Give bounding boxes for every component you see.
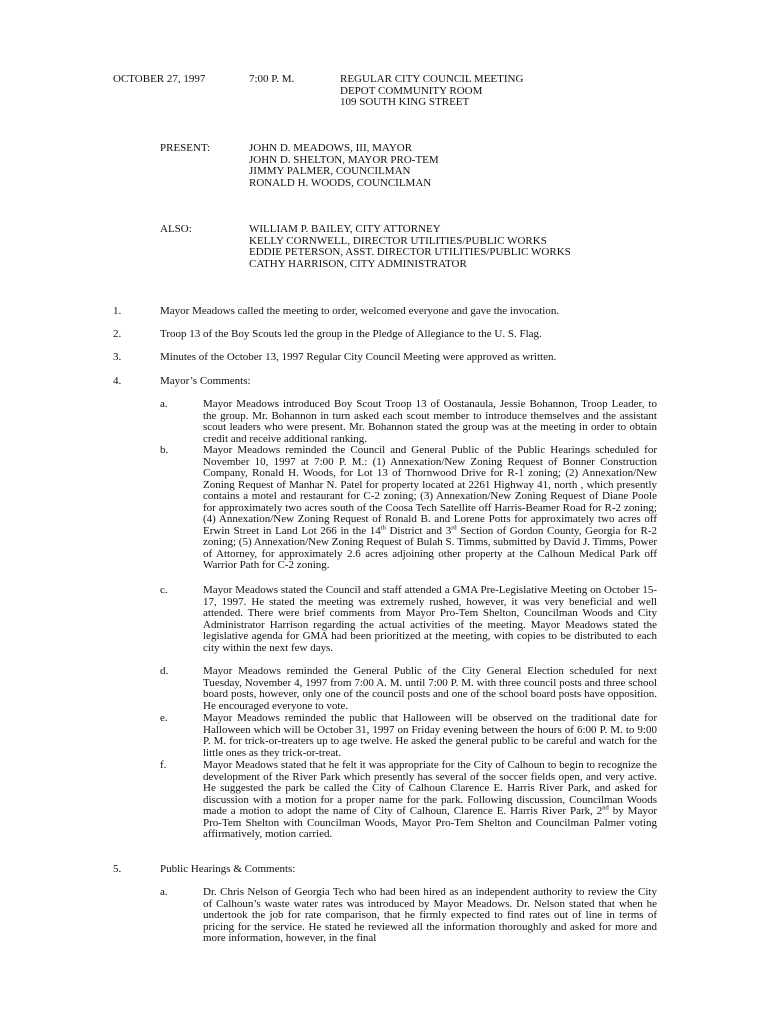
subitem-text: Mayor Meadows reminded the Council and General Public of the Public Hearings scheduled for November 10, 1997 at 7:00 P. M.: (1) Annexation/New Zoning Request of Bonner Construction Company, Ronald H. Woods, for Lot 13 of Thornwood Drive for R-1 zoning; (2) Annexation/New Zoning Request of Manhar N. Patel for property located at 2261 Highway 41, north , which presently contains a motel and restaurant for C-2 zoning; (3) Annexation/New Zoning Request of Diane Poole for approximately two acres south of the Coosa Tech Satellite off Harris-Beamer Road for R-2 zoning; (4) Annexation/New Zoning Request of Ronald B. and Lorene Potts for approximately two acres off Erwin Street in Land Lot 266 in the 14th District and 3rd Section of Gordon County, Georgia for R-2 zoning; (5) Annexation/New Zoning Request of Bulah S. Timms, submitted by David J. Timms, Power of Attorney, for approximately 2.6 acres adjoining other property at the Calhoun Medical Park off Warrior Path for C-2 zoning. bbox=[203, 444, 658, 571]
meeting-time: 7:00 P. M. bbox=[249, 73, 295, 85]
present-label: PRESENT: bbox=[160, 142, 211, 154]
subitem-letter: a. bbox=[160, 398, 168, 410]
subitem-text: Mayor Meadows stated the Council and staff attended a GMA Pre-Legislative Meeting on October 15-17, 1997. He stated the meeting was extremely rushed, however, it was very beneficial and well attended. There were brief comments from Mayor Pro-Tem Shelton, Councilman Woods and City Administrator Harrison regarding the actual activities of the meeting. Mayor Meadows stated the legislative agenda for GMA had been prioritized at the meeting, with copies to be distributed to each city within the next few days. bbox=[203, 584, 657, 654]
also-name: CATHY HARRISON, CITY ADMINISTRATOR bbox=[249, 257, 467, 270]
meeting-room: DEPOT COMMUNITY ROOM bbox=[340, 84, 483, 97]
subitem-letter: c. bbox=[160, 584, 168, 596]
present-name: JOHN D. MEADOWS, III, MAYOR bbox=[249, 142, 413, 154]
item-text: Public Hearings & Comments: bbox=[160, 863, 296, 875]
item-number: 2. bbox=[113, 328, 122, 340]
item-text: Mayor’s Comments: bbox=[160, 375, 251, 387]
present-list bbox=[249, 143, 439, 189]
item-text: Troop 13 of the Boy Scouts led the group in the Pledge of Allegiance to the U. S. Flag. bbox=[160, 328, 542, 340]
meeting-location bbox=[340, 74, 523, 109]
item-number: 1. bbox=[113, 305, 122, 317]
subitem-text: Mayor Meadows stated that he felt it was appropriate for the City of Calhoun to begin to recognize the development of the River Park which presently has several of the soccer fields open, and very active. He suggested the park be called the City of Calhoun Clarence E. Harris River Park, and asked for discussion with a motion for a proper name for the park. Following discussion, Councilman Woods made a motion to adopt the name of City of Calhoun, Clarence E. Harris River Park, 2nd by Mayor Pro-Tem Shelton with Councilman Woods, Mayor Pro-Tem Shelton and Councilman Palmer voting affirmatively, motion carried. bbox=[203, 759, 657, 840]
also-name: KELLY CORNWELL, DIRECTOR UTILITIES/PUBLIC WORKS bbox=[249, 234, 547, 247]
present-name: JOHN D. SHELTON, MAYOR PRO-TEM bbox=[249, 153, 439, 166]
also-list bbox=[249, 224, 571, 270]
subitem-letter: a. bbox=[160, 886, 168, 898]
meeting-date: OCTOBER 27, 1997 bbox=[113, 73, 206, 85]
subitem-letter: d. bbox=[160, 665, 169, 677]
also-name: EDDIE PETERSON, ASST. DIRECTOR UTILITIES/PUBLIC WORKS bbox=[249, 246, 571, 258]
item-text: Minutes of the October 13, 1997 Regular City Council Meeting were approved as written. bbox=[160, 351, 557, 363]
present-name: JIMMY PALMER, COUNCILMAN bbox=[249, 165, 411, 177]
also-name: WILLIAM P. BAILEY, CITY ATTORNEY bbox=[249, 223, 441, 235]
item-text: Mayor Meadows called the meeting to order, welcomed everyone and gave the invocation. bbox=[160, 305, 560, 317]
subitem-letter: b. bbox=[160, 444, 169, 456]
subitem-text: Dr. Chris Nelson of Georgia Tech who had been hired as an independent authority to review the City of Calhoun’s waste water rates was introduced by Mayor Meadows. Dr. Nelson stated that when he undertook the job for rate comparison, that he firmly expected to find rates out of line in terms of pricing for the service. He stated he reviewed all the information thoroughly and asked for more and more information, however, in the final bbox=[203, 886, 657, 944]
item-number: 5. bbox=[113, 863, 122, 875]
item-number: 3. bbox=[113, 351, 122, 363]
item-number: 4. bbox=[113, 375, 122, 387]
present-name: RONALD H. WOODS, COUNCILMAN bbox=[249, 176, 432, 189]
subitem-text: Mayor Meadows reminded the General Public of the City General Election scheduled for next Tuesday, November 4, 1997 from 7:00 A. M. until 7:00 P. M. with three council posts and three school board posts, however, only one of the council posts and one of the school board posts have opposition. He encouraged everyone to vote. bbox=[203, 665, 657, 712]
also-label: ALSO: bbox=[160, 223, 192, 235]
subitem-letter: f. bbox=[160, 759, 167, 771]
meeting-title: REGULAR CITY COUNCIL MEETING bbox=[340, 73, 524, 85]
subitem-text: Mayor Meadows reminded the public that Halloween will be observed on the traditional date for Halloween which will be October 31, 1997 on Friday evening between the hours of 6:00 P. M. to 9:00 P. M. for trick-or-treaters up to age twelve. He asked the general public to be careful and watch for the little ones as they trick-or-treat. bbox=[203, 712, 657, 759]
subitem-letter: e. bbox=[160, 712, 168, 724]
meeting-address: 109 SOUTH KING STREET bbox=[340, 96, 470, 108]
subitem-text: Mayor Meadows introduced Boy Scout Troop 13 of Oostanaula, Jessie Bohannon, Troop Leader, to the group. Mr. Bohannon in turn asked each scout member to introduce themselves and the assistant scout leaders who were present. Mr. Bohannon stated the group was at the meeting in order to obtain credit and receive additional ranking. bbox=[203, 398, 657, 445]
